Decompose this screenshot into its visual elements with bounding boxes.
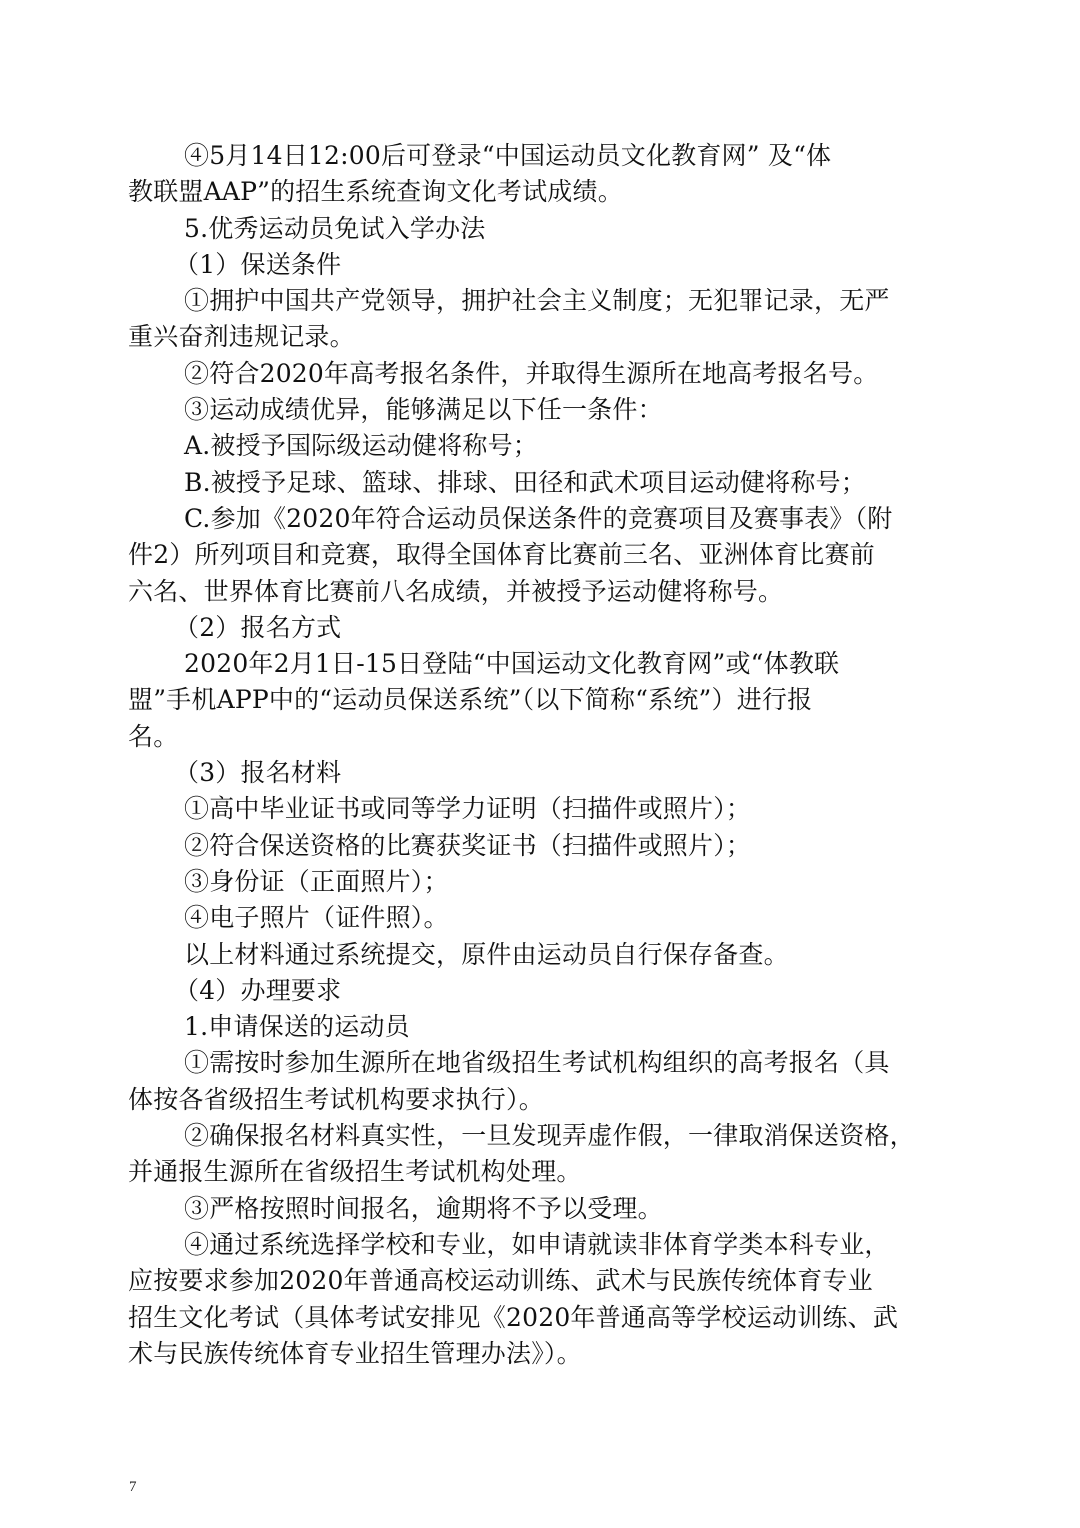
document-body xyxy=(128,138,958,1372)
paragraph-line: 重兴奋剂违规记录。 xyxy=(128,322,355,352)
subsection-heading: （4）办理要求 xyxy=(174,975,342,1005)
list-item: ③身份证（正面照片）； xyxy=(184,866,449,896)
subsection-heading: （1）保送条件 xyxy=(174,249,342,279)
paragraph-line: 以上材料通过系统提交，原件由运动员自行保存备查。 xyxy=(184,939,789,969)
paragraph-line: A.被授予国际级运动健将称号； xyxy=(184,431,539,461)
paragraph-line: ④5月14日12:00后可登录“中国运动员文化教育网” 及“体 xyxy=(184,141,832,170)
paragraph-line: 并通报生源所在省级招生考试机构处理。 xyxy=(128,1157,582,1187)
paragraph-line: ③严格按照时间报名，逾期将不予以受理。 xyxy=(184,1193,663,1223)
paragraph-line: 术与民族传统体育专业招生管理办法》）。 xyxy=(128,1338,582,1368)
subsection-heading: （2）报名方式 xyxy=(174,612,342,642)
paragraph-line: 件2）所列项目和竞赛，取得全国体育比赛前三名、亚洲体育比赛前 xyxy=(128,540,875,570)
paragraph-line: 盟”手机APP中的“运动员保送系统”（以下简称“系统”）进行报 xyxy=(128,685,813,715)
paragraph-line: 2020年2月1日-15日登陆“中国运动文化教育网”或“体教联 xyxy=(184,649,840,679)
paragraph-line: ③运动成绩优异，能够满足以下任一条件： xyxy=(184,395,663,425)
paragraph-line: 体按各省级招生考试机构要求执行）。 xyxy=(128,1084,544,1114)
paragraph-line: C.参加《2020年符合运动员保送条件的竞赛项目及赛事表》（附 xyxy=(184,503,893,533)
list-item: ④电子照片（证件照）。 xyxy=(184,903,449,933)
paragraph-line: ②确保报名材料真实性，一旦发现弄虚作假，一律取消保送资格， xyxy=(184,1121,915,1151)
paragraph-line: ②符合2020年高考报名条件，并取得生源所在地高考报名号。 xyxy=(184,358,879,388)
list-item: ②符合保送资格的比赛获奖证书（扫描件或照片）； xyxy=(184,830,752,860)
paragraph-line: ④通过系统选择学校和专业，如申请就读非体育学类本科专业， xyxy=(184,1229,890,1259)
subsection-heading: （3）报名材料 xyxy=(174,758,342,788)
paragraph-line: 1.申请保送的运动员 xyxy=(184,1012,410,1042)
section-heading: 5.优秀运动员免试入学办法 xyxy=(184,213,486,243)
paragraph-line: 六名、世界体育比赛前八名成绩，并被授予运动健将称号。 xyxy=(128,576,784,606)
paragraph-line: 应按要求参加2020年普通高校运动训练、武术与民族传统体育专业 xyxy=(128,1266,873,1296)
paragraph-line: B.被授予足球、篮球、排球、田径和武术项目运动健将称号； xyxy=(184,467,866,497)
paragraph-line: 名。 xyxy=(128,721,179,751)
paragraph-line: 教联盟AAP”的招生系统查询文化考试成绩。 xyxy=(128,177,623,207)
paragraph-line: ①需按时参加生源所在地省级招生考试机构组织的高考报名（具 xyxy=(184,1048,890,1078)
page-number: 7 xyxy=(129,1479,137,1495)
paragraph-line: ①拥护中国共产党领导，拥护社会主义制度；无犯罪记录，无严 xyxy=(184,286,890,316)
list-item: ①高中毕业证书或同等学力证明（扫描件或照片）； xyxy=(184,794,752,824)
paragraph-line: 招生文化考试（具体考试安排见《2020年普通高等学校运动训练、武 xyxy=(128,1302,899,1332)
